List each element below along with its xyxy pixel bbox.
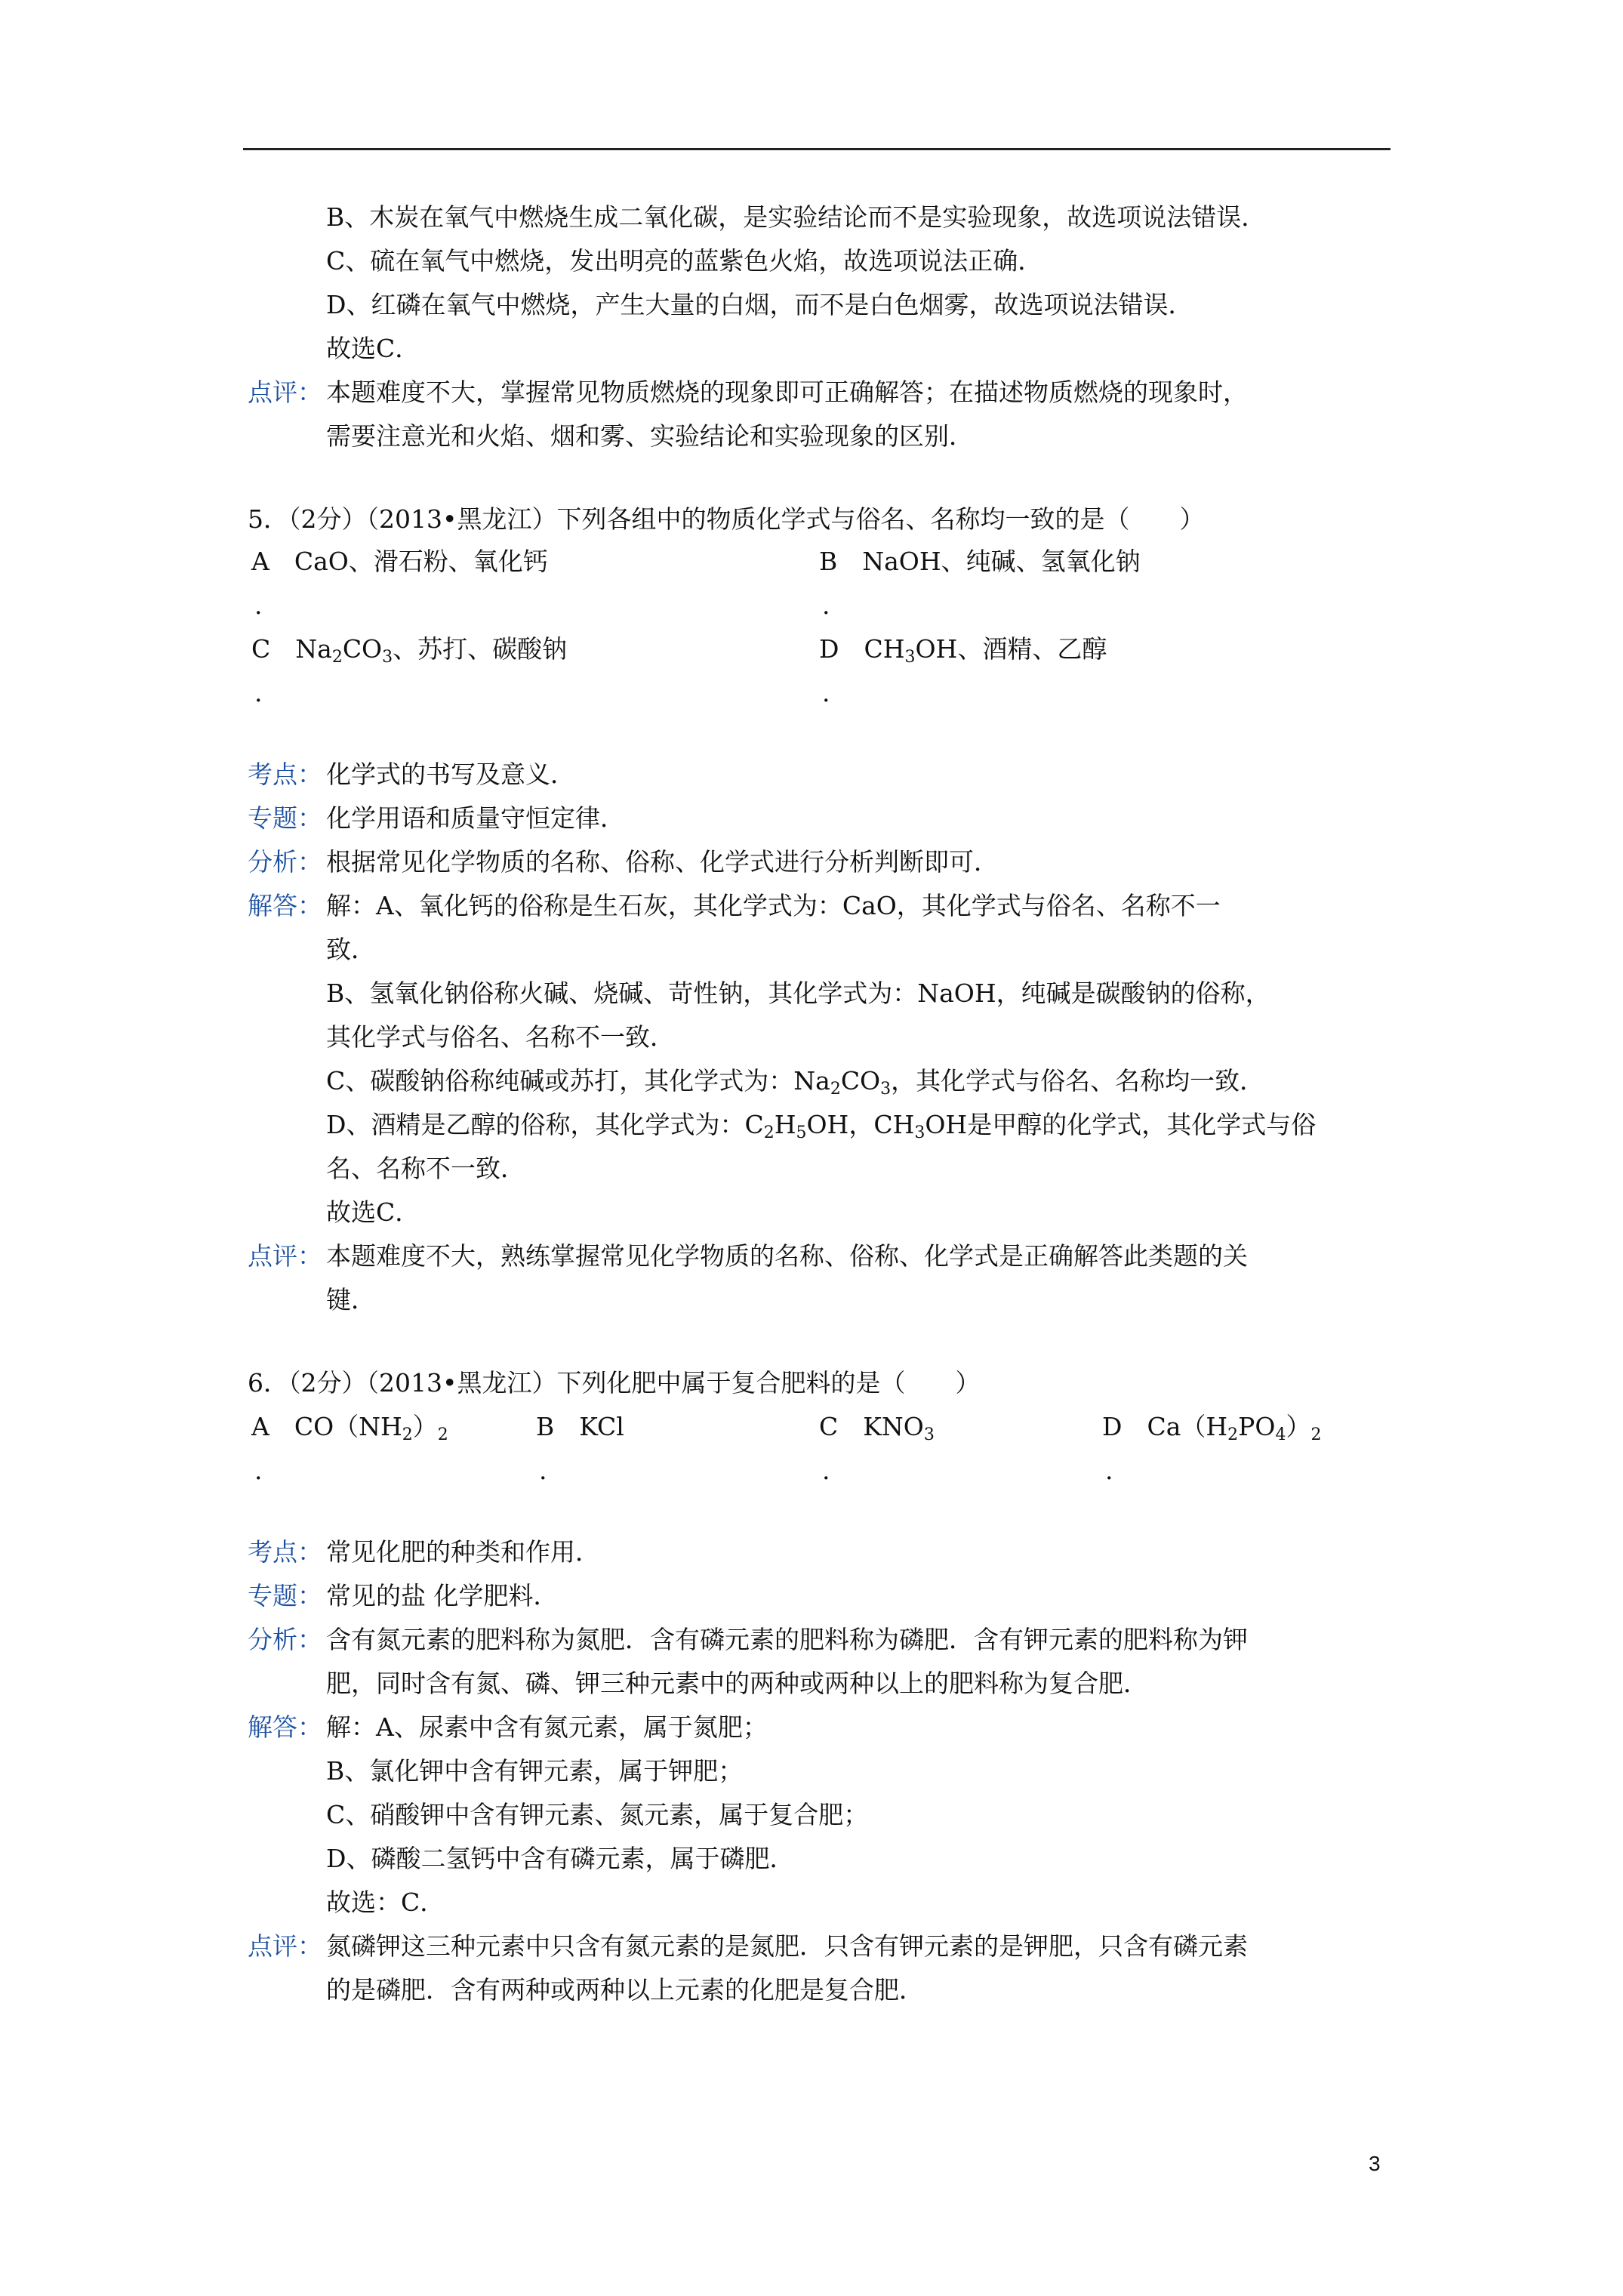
q6-jieda-label: 解答： [248,1712,322,1742]
q6-solution-a: 解：A、尿素中含有氮元素，属于氮肥； [326,1712,768,1742]
q6-solution-b: B、氯化钾中含有钾元素，属于钾肥； [326,1756,744,1786]
q5-solution-b-line-1: B、氢氧化钠俗称火碱、烧碱、苛性钠，其化学式为：NaOH，纯碱是碳酸钠的俗称， [326,978,1270,1008]
q6-solution-d: D、磷酸二氢钙中含有磷元素，属于磷肥． [326,1844,795,1873]
q5-solution-a-line-2: 致． [326,935,376,964]
q4-comment-line-2: 需要注意光和火焰、烟和雾、实验结论和实验现象的区别． [326,421,974,451]
q6-comment-label: 点评： [248,1931,322,1961]
q6-answer: 故选：C． [326,1888,445,1917]
q6-solution-c: C、硝酸钾中含有钾元素、氮元素，属于复合肥； [326,1800,869,1829]
q5-solution-d-line-1: D、酒精是乙醇的俗称，其化学式为：$C_2H_5OH$，$CH_3OH$是甲醇的化学式，其化学式与俗 [326,1110,1317,1142]
q6-zhuanti: 常见的盐 化学肥料． [326,1581,559,1610]
q6-option-c: C $KNO_3$ [819,1412,935,1444]
q5-option-b-dot: . [822,590,830,620]
q4-comment-label: 点评： [248,378,322,407]
q5-solution-d-line-2: 名、名称不一致． [326,1154,525,1183]
q5-option-c: C $Na_2CO_3$、苏打、碳酸钠 [251,634,568,667]
q5-comment-label: 点评： [248,1241,322,1271]
q6-option-b-dot: . [539,1456,547,1485]
q6-option-d-dot: . [1105,1456,1113,1485]
header-rule [243,148,1390,150]
q6-stem: 6．（2分）（2013•黑龙江）下列化肥中属于复合肥料的是（ ） [248,1368,981,1398]
q5-option-b: B NaOH、纯碱、氢氧化钠 [819,547,1141,576]
q5-fenxi-label: 分析： [248,847,322,877]
q5-kaodian: 化学式的书写及意义． [326,760,575,789]
q5-answer: 故选C． [326,1197,420,1227]
q5-comment-line-1: 本题难度不大，熟练掌握常见化学物质的名称、俗称、化学式是正确解答此类题的关 [326,1241,1248,1271]
q4-option-d-explanation: D、红磷在氧气中燃烧，产生大量的白烟，而不是白色烟雾，故选项说法错误． [326,290,1193,319]
q5-option-a-dot: . [254,590,263,620]
q6-comment-line-1: 氮磷钾这三种元素中只含有氮元素的是氮肥．只含有钾元素的是钾肥，只含有磷元素 [326,1931,1248,1961]
q5-solution-a-line-1: 解：A、氧化钙的俗称是生石灰，其化学式为：CaO，其化学式与俗名、名称不一 [326,891,1221,920]
q5-fenxi: 根据常见化学物质的名称、俗称、化学式进行分析判断即可． [326,847,999,877]
q5-zhuanti-label: 专题： [248,803,322,833]
q6-kaodian-label: 考点： [248,1537,322,1567]
q5-zhuanti: 化学用语和质量守恒定律． [326,803,625,833]
q5-stem: 5．（2分）（2013•黑龙江）下列各组中的物质化学式与俗名、名称均一致的是（ ） [248,504,1205,534]
q6-option-c-dot: . [822,1456,830,1485]
page-number: 3 [1369,2152,1381,2175]
q5-solution-c: C、碳酸钠俗称纯碱或苏打，其化学式为：$Na_2CO_3$，其化学式与俗名、名称均一致． [326,1066,1265,1099]
q5-comment-line-2: 键． [326,1285,376,1314]
q5-option-c-dot: . [254,678,263,707]
q6-kaodian: 常见化肥的种类和作用． [326,1537,600,1567]
q6-option-a-dot: . [254,1456,263,1485]
q6-fenxi-line-1: 含有氮元素的肥料称为氮肥．含有磷元素的肥料称为磷肥．含有钾元素的肥料称为钾 [326,1625,1248,1654]
q5-option-a: A CaO、滑石粉、氧化钙 [251,547,548,576]
q6-option-b: B KCl [536,1412,624,1441]
q5-jieda-label: 解答： [248,891,322,920]
q6-comment-line-2: 的是磷肥．含有两种或两种以上元素的化肥是复合肥． [326,1975,924,2005]
q5-solution-b-line-2: 其化学式与俗名、名称不一致． [326,1022,675,1052]
q4-comment-line-1: 本题难度不大，掌握常见物质燃烧的现象即可正确解答；在描述物质燃烧的现象时， [326,378,1248,407]
q5-kaodian-label: 考点： [248,760,322,789]
q6-fenxi-label: 分析： [248,1625,322,1654]
q6-option-a: A $CO(NH_2)_2$ [251,1412,448,1444]
q4-option-b-explanation: B、木炭在氧气中燃烧生成二氧化碳，是实验结论而不是实验现象，故选项说法错误． [326,202,1267,232]
q4-answer: 故选C． [326,334,420,363]
q5-option-d-dot: . [822,678,830,707]
q6-option-d: D $Ca(H_2PO_4)_2$ [1102,1412,1322,1444]
q4-option-c-explanation: C、硫在氧气中燃烧，发出明亮的蓝紫色火焰，故选项说法正确． [326,246,1043,276]
q5-option-d: D $CH_3OH$、酒精、乙醇 [819,634,1107,667]
q6-zhuanti-label: 专题： [248,1581,322,1610]
q6-fenxi-line-2: 肥，同时含有氮、磷、钾三种元素中的两种或两种以上的肥料称为复合肥． [326,1669,1148,1698]
